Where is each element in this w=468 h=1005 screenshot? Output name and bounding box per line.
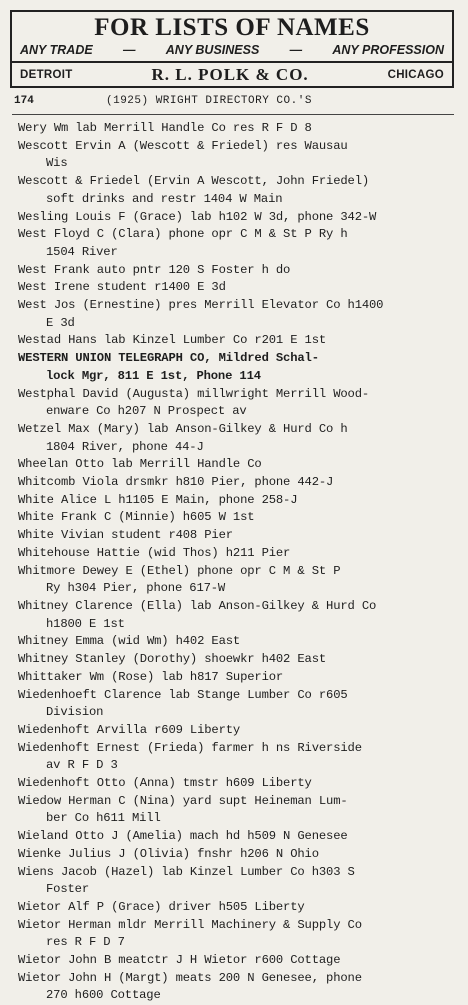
directory-entry: [18, 209, 458, 227]
entry-continuation-line: lock Mgr, 811 E 1st, Phone 114: [46, 368, 261, 383]
directory-entry: [18, 687, 458, 722]
entry-line: West Irene student r1400 E 3d: [18, 280, 226, 295]
entry-line: Wiedenhoeft Clarence lab Stange Lumber Co r605: [18, 687, 348, 702]
polk-advertisement: [10, 10, 454, 88]
directory-entry: [18, 474, 458, 492]
entry-line: Wietor John H (Margt) meats 200 N Genesee, phone: [18, 970, 362, 985]
entry-line: Whitmore Dewey E (Ethel) phone opr C M & St P: [18, 563, 341, 578]
ad-city-right: CHICAGO: [387, 69, 444, 81]
ad-sub-dash: —: [289, 43, 303, 57]
ad-title: FOR LISTS OF NAMES: [94, 14, 370, 41]
directory-entry: [18, 332, 458, 350]
entry-line: Whitcomb Viola drsmkr h810 Pier, phone 442-J: [18, 475, 334, 490]
entry-line: Wiedenhoft Otto (Anna) tmstr h609 Liberty: [18, 776, 312, 791]
entry-continuation-line: E 3d: [46, 315, 75, 330]
entry-continuation-line: 1504 River: [46, 244, 118, 259]
page-number: 174: [14, 95, 34, 107]
entry-line: Wietor Herman mldr Merrill Machinery & Supply Co: [18, 917, 362, 932]
entry-line: West Jos (Ernestine) pres Merrill Elevator Co h1400: [18, 298, 384, 313]
directory-entry: [18, 846, 458, 864]
directory-entry: [18, 120, 458, 138]
entry-continuation-line: 1804 River, phone 44-J: [46, 439, 204, 454]
entry-line: Wietor John B meatctr J H Wietor r600 Cottage: [18, 953, 341, 968]
ad-sub-profession: ANY PROFESSION: [332, 43, 444, 57]
entry-line: White Alice L h1105 E Main, phone 258-J: [18, 492, 298, 507]
directory-entry: [18, 509, 458, 527]
directory-entry: [18, 527, 458, 545]
entry-line: Whitney Stanley (Dorothy) shoewkr h402 East: [18, 652, 327, 667]
directory-entry: [18, 350, 458, 385]
entry-line: Wetzel Max (Mary) lab Anson-Gilkey & Hurd Co h: [18, 421, 348, 436]
entry-continuation-line: res R F D 7: [46, 935, 125, 950]
entry-continuation-line: Ry h304 Pier, phone 617-W: [46, 581, 226, 596]
entry-line: Wescott Ervin A (Wescott & Friedel) res Wausau: [18, 138, 348, 153]
header-divider: [12, 114, 454, 115]
entry-line: Whittaker Wm (Rose) lab h817 Superior: [18, 669, 284, 684]
entry-line: West Frank auto pntr 120 S Foster h do: [18, 262, 291, 277]
entry-line: Wescott & Friedel (Ervin A Wescott, John Friedel): [18, 174, 370, 189]
entry-line: Wietor Alf P (Grace) driver h505 Liberty: [18, 899, 305, 914]
running-header: [14, 95, 454, 111]
entry-line: Wiedenhoft Arvilla r609 Liberty: [18, 722, 241, 737]
directory-entry: [18, 421, 458, 456]
entry-line: WESTERN UNION TELEGRAPH CO, Mildred Schal-: [18, 351, 319, 366]
directory-entry: [18, 952, 458, 970]
directory-entry: [18, 793, 458, 828]
entry-continuation-line: av R F D 3: [46, 758, 118, 773]
entry-line: Wiens Jacob (Hazel) lab Kinzel Lumber Co h303 S: [18, 864, 355, 879]
directory-entry: [18, 598, 458, 633]
directory-entry: [18, 279, 458, 297]
entry-line: Wesling Louis F (Grace) lab h102 W 3d, phone 342-W: [18, 209, 377, 224]
running-head: (1925) WRIGHT DIRECTORY CO.'S: [106, 95, 312, 107]
entry-continuation-line: soft drinks and restr 1404 W Main: [46, 191, 283, 206]
directory-entry: [18, 563, 458, 598]
directory-entry: [18, 740, 458, 775]
entry-continuation-line: ber Co h611 Mill: [46, 811, 161, 826]
ad-firm-name: R. L. POLK & CO.: [151, 65, 309, 84]
directory-listing: [18, 120, 458, 1005]
entry-line: Wery Wm lab Merrill Handle Co res R F D 8: [18, 121, 312, 135]
directory-entry: [18, 262, 458, 280]
ad-sub-dash: —: [122, 43, 136, 57]
entry-line: Wieland Otto J (Amelia) mach hd h509 N Genesee: [18, 829, 348, 844]
ad-subtitle: [12, 42, 452, 58]
directory-entry: [18, 970, 458, 1005]
directory-entry: [18, 651, 458, 669]
directory-entry: [18, 492, 458, 510]
ad-footer: [12, 63, 452, 85]
directory-entry: [18, 386, 458, 421]
entry-line: Whitney Emma (wid Wm) h402 East: [18, 634, 241, 649]
ad-sub-business: ANY BUSINESS: [165, 43, 260, 57]
directory-entry: [18, 633, 458, 651]
directory-entry: [18, 138, 458, 173]
entry-line: Wheelan Otto lab Merrill Handle Co: [18, 457, 262, 472]
ad-city-left: DETROIT: [20, 69, 73, 81]
entry-continuation-line: 270 h600 Cottage: [46, 988, 161, 1003]
directory-entry: [18, 545, 458, 563]
directory-entry: [18, 173, 458, 208]
directory-entry: [18, 226, 458, 261]
directory-entry: [18, 297, 458, 332]
entry-continuation-line: enware Co h207 N Prospect av: [46, 404, 247, 419]
directory-entry: [18, 456, 458, 474]
ad-sub-trade: ANY TRADE: [20, 43, 93, 57]
entry-line: Westad Hans lab Kinzel Lumber Co r201 E 1st: [18, 333, 327, 348]
entry-continuation-line: Foster: [46, 882, 89, 897]
entry-line: Wiedenhoft Ernest (Frieda) farmer h ns Riverside: [18, 740, 362, 755]
entry-line: Whitney Clarence (Ella) lab Anson-Gilkey & Hurd Co: [18, 598, 377, 613]
directory-entry: [18, 828, 458, 846]
entry-line: White Frank C (Minnie) h605 W 1st: [18, 510, 255, 525]
entry-continuation-line: Wis: [46, 156, 68, 171]
entry-line: Wiedow Herman C (Nina) yard supt Heineman Lum-: [18, 793, 348, 808]
directory-entry: [18, 899, 458, 917]
entry-line: White Vivian student r408 Pier: [18, 528, 233, 543]
directory-entry: [18, 917, 458, 952]
directory-entry: [18, 864, 458, 899]
entry-continuation-line: Division: [46, 705, 104, 720]
entry-continuation-line: h1800 E 1st: [46, 616, 125, 631]
directory-entry: [18, 669, 458, 687]
entry-line: Westphal David (Augusta) millwright Merrill Wood-: [18, 386, 370, 401]
entry-line: Whitehouse Hattie (wid Thos) h211 Pier: [18, 545, 291, 560]
entry-line: West Floyd C (Clara) phone opr C M & St P Ry h: [18, 227, 348, 242]
directory-entry: [18, 775, 458, 793]
directory-entry: [18, 722, 458, 740]
entry-line: Wienke Julius J (Olivia) fnshr h206 N Ohio: [18, 846, 319, 861]
